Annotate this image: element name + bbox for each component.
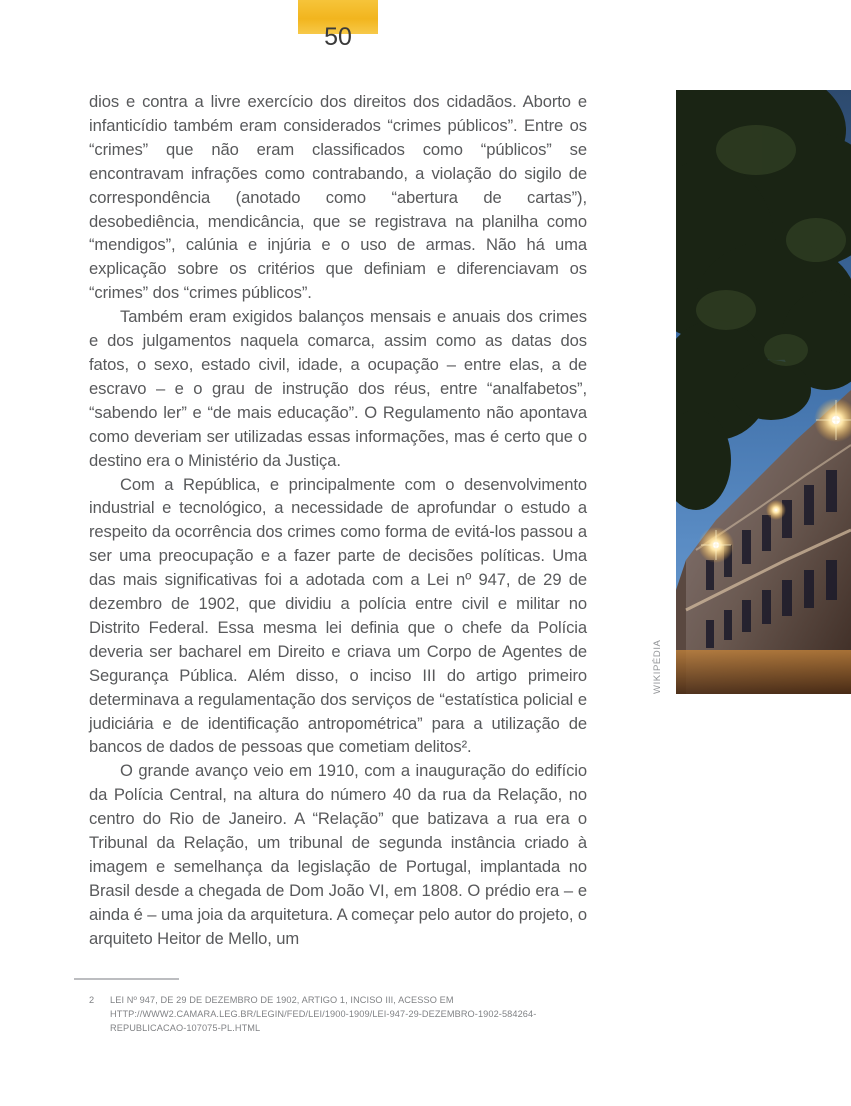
footnote-divider bbox=[74, 978, 179, 980]
paragraph: Também eram exigidos balanços mensais e anuais dos crimes e dos julgamentos naquela comarca, assim como as datas dos fatos, o sexo, estado civil, idade, a ocupação – entre elas, a de escravo – e o grau de instrução dos réus, entre “analfabetos”, “sabendo ler” e “de mais educação”. O Regulamento não apontava como deveriam ser utilizadas essas informações, mas é certo que o destino era o Ministério da Justiça. bbox=[89, 307, 587, 470]
paragraph: O grande avanço veio em 1910, com a inauguração do edifício da Polícia Central, na altura do número 40 da rua da Relação, no centro do Rio de Janeiro. A “Relação” que batizava a rua era o Tribunal da Relação, um tribunal de segunda instância criado à imagem e semelhança da legislação de Portugal, implantada no Brasil desde a chegada de Dom João VI, em 1808. O prédio era – e ainda é – uma joia da arquitetura. A começar pelo autor do projeto, o arquiteto Heitor de Mello, um bbox=[89, 761, 587, 948]
paragraph: dios e contra a livre exercício dos direitos dos cidadãos. Aborto e infanticídio também eram considerados “crimes públicos”. Entre os “crimes” que não eram classificados como “públicos” se encontravam infrações como contrabando, a violação do sigilo de correspondência (anotado como “abertura de cartas”), desobediência, mendicância, que se registrava na planilha como “mendigos”, calúnia e injúria e o uso de armas. Não há uma explicação sobre os critérios que definiam e diferenciavam os “crimes” dos “crimes públicos”. bbox=[89, 92, 587, 303]
building-photo bbox=[676, 90, 851, 694]
paragraph: Com a República, e principalmente com o desenvolvimento industrial e tecnológico, a necessidade de aprofundar o estudo a respeito da ocorrência dos crimes como forma de evitá-los passou a ser uma preocupação e a fazer parte de decisões políticas. Uma das mais significativas foi a adotada com a Lei nº 947, de 29 de dezembro de 1902, que dividiu a polícia entre civil e militar no Distrito Federal. Essa mesma lei definia que o chefe da Polícia deveria ser bacharel em Direito e criava um Corpo de Agentes de Segurança Pública. Além disso, o inciso III do artigo primeiro determinava a regulamentação dos serviços de “estatística policial e judiciária e de identificação antropométrica” para a utilização de bancos de dados de pessoas que cometiam delitos². bbox=[89, 474, 587, 757]
photo-credit: WIKIPÉDIA bbox=[652, 639, 663, 694]
footnote-text: LEI Nº 947, DE 29 DE DEZEMBRO DE 1902, ARTIGO 1, INCISO III, ACESSO EM HTTP://WWW2.CAMARA.LEG.BR/LEGIN/FED/LEI/1900-1909/LEI-947-29-DEZEMBRO-1902-584264-REPUBLICACAO-107075-PL.HTML bbox=[110, 995, 537, 1033]
footnote bbox=[89, 993, 589, 1035]
footnote-number: 2 bbox=[89, 995, 95, 1005]
page-number: 50 bbox=[324, 23, 352, 51]
body-text bbox=[89, 90, 587, 951]
